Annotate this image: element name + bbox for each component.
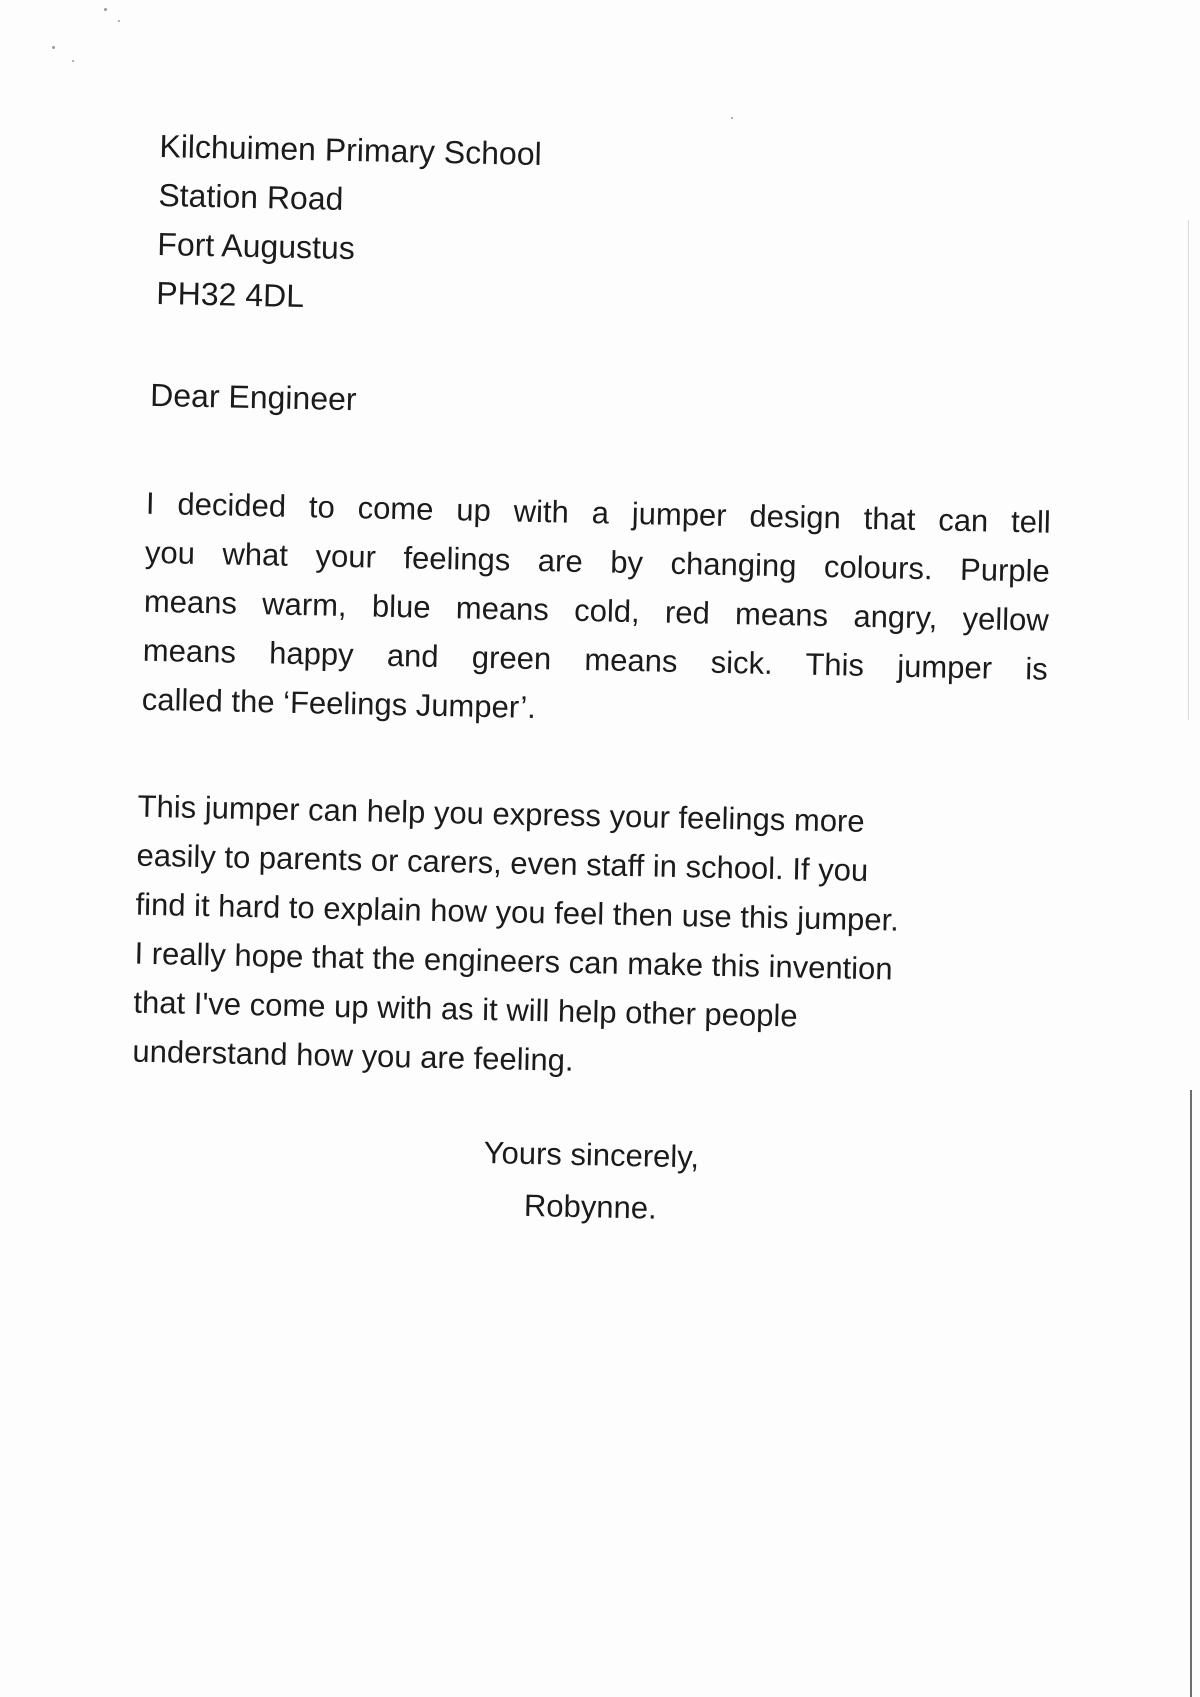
paragraph-line: understand how you are feeling. xyxy=(132,1033,574,1078)
letter-closing xyxy=(440,1126,742,1236)
paragraph-line: This jumper can help you express your feelings more xyxy=(137,788,865,839)
address-line: Kilchuimen Primary School xyxy=(159,127,543,172)
scan-edge-line xyxy=(1188,220,1189,720)
paragraph-line: I really hope that the engineers can make this invention xyxy=(134,935,893,987)
paragraph-line: means warm, blue means cold, red means angry, yellow xyxy=(143,583,1050,638)
address-line: PH32 4DL xyxy=(156,274,305,315)
scan-speck xyxy=(52,46,55,49)
letter-body xyxy=(132,120,1080,1339)
paragraph-line: that I've come up with as it will help other people xyxy=(133,984,798,1034)
paragraph-line: easily to parents or carers, even staff in school. If you xyxy=(136,837,869,888)
school-address xyxy=(156,122,542,326)
scan-speck xyxy=(118,20,120,22)
paragraph-line: I decided to come up with a jumper design that can tell xyxy=(145,485,1052,540)
signature-name: Robynne. xyxy=(523,1187,658,1226)
address-line: Fort Augustus xyxy=(157,225,356,267)
paragraph-line: find it hard to explain how you feel then use this jumper. xyxy=(135,886,900,938)
salutation: Dear Engineer xyxy=(149,376,357,418)
scan-speck xyxy=(72,60,74,62)
address-line: Station Road xyxy=(158,176,344,217)
paragraph-line: means happy and green means sick. This jumper is xyxy=(142,632,1049,687)
paragraph-line: you what your feelings are by changing colours. Purple xyxy=(144,534,1051,589)
valediction: Yours sincerely, xyxy=(483,1135,700,1175)
paragraph-2 xyxy=(132,782,1058,1095)
scan-edge-line xyxy=(1190,1090,1192,1697)
paragraph-1 xyxy=(141,479,1051,743)
paragraph-line: called the ‘Feelings Jumper’. xyxy=(141,681,537,725)
scan-speck xyxy=(731,117,733,119)
scan-speck xyxy=(104,8,107,11)
